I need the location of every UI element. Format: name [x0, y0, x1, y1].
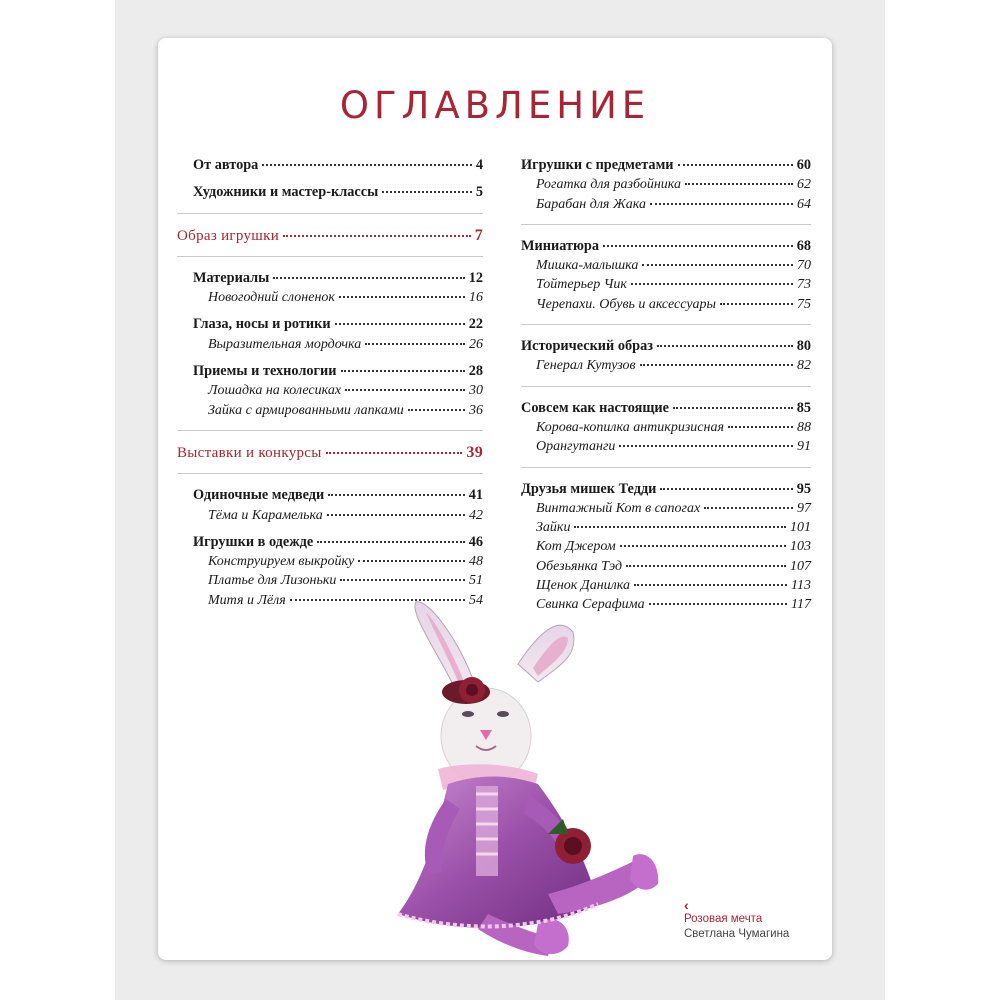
- dot-leader: [339, 296, 465, 298]
- dot-leader: [619, 445, 793, 447]
- toc-page-number: 101: [790, 520, 811, 536]
- spacer: [177, 175, 483, 183]
- toc-subsection[interactable]: [521, 557, 811, 576]
- toc-page-number: 107: [790, 558, 811, 574]
- toc-entry-title: Черепахи. Обувь и аксессуары: [536, 296, 717, 312]
- toc-chapter[interactable]: [177, 183, 483, 202]
- toc-chapter[interactable]: [177, 486, 483, 505]
- toc-page-number: 95: [796, 480, 811, 497]
- dot-leader: [382, 191, 472, 193]
- toc-entry-title: Миниатюра: [521, 237, 600, 254]
- dot-leader: [634, 584, 787, 586]
- toc-entry-title: Друзья мишек Тедди: [521, 480, 657, 497]
- toc-subsection[interactable]: [177, 401, 483, 420]
- toc-page-number: 12: [468, 269, 483, 286]
- toc-entry-title: Винтажный Кот в сапогах: [536, 500, 701, 516]
- dot-leader: [640, 364, 793, 366]
- dot-leader: [262, 164, 472, 166]
- toc-page-number: 68: [796, 237, 811, 254]
- dot-leader: [650, 203, 793, 205]
- toc-entry-title: Приемы и технологии: [193, 363, 337, 380]
- book-page: [158, 38, 832, 960]
- toc-subsection[interactable]: [177, 335, 483, 354]
- toc-chapter[interactable]: [177, 533, 483, 552]
- toc-entry-title: Зайки: [536, 520, 571, 536]
- toc-part-heading[interactable]: [177, 443, 483, 463]
- toc-entry-title: Платье для Лизоньки: [208, 573, 337, 589]
- dot-leader: [660, 488, 792, 490]
- toc-entry-title: Совсем как настоящие: [521, 399, 670, 416]
- toc-subsection[interactable]: [177, 571, 483, 590]
- toc-subsection[interactable]: [521, 537, 811, 556]
- dot-leader: [327, 514, 465, 516]
- section-divider: [521, 386, 811, 387]
- section-divider: [521, 467, 811, 468]
- toc-entry-title: Лошадка на колесиках: [208, 383, 342, 399]
- spacer: [177, 354, 483, 362]
- section-divider: [177, 256, 483, 257]
- toc-subsection[interactable]: [521, 499, 811, 518]
- toc-subsection[interactable]: [177, 552, 483, 571]
- toc-page-number: 60: [796, 157, 811, 173]
- toc-subsection[interactable]: [521, 175, 811, 194]
- toc-part-heading[interactable]: [177, 226, 483, 246]
- toc-subsection[interactable]: [521, 576, 811, 595]
- dot-leader: [365, 343, 465, 345]
- section-divider: [177, 430, 483, 431]
- toc-page-number: 88: [797, 419, 811, 435]
- toc-chapter[interactable]: [177, 315, 483, 334]
- toc-chapter[interactable]: [521, 399, 811, 418]
- dot-leader: [328, 494, 464, 496]
- toc-entry-title: Художники и мастер-классы: [193, 184, 379, 201]
- toc-entry-title: Зайка с армированными лапками: [208, 402, 404, 418]
- toc-page-number: 103: [790, 539, 811, 555]
- dot-leader: [728, 426, 793, 428]
- toc-subsection[interactable]: [521, 518, 811, 537]
- toc-entry-title: Барабан для Жака: [536, 196, 646, 212]
- toc-subsection[interactable]: [521, 356, 811, 375]
- dot-leader: [317, 541, 465, 543]
- toc-page-number: 82: [797, 358, 811, 374]
- section-divider: [521, 224, 811, 225]
- toc-page-number: 85: [796, 399, 811, 416]
- bunny-doll-illustration: [368, 594, 678, 958]
- toc-entry-title: Выразительная мордочка: [208, 336, 362, 352]
- dot-leader: [720, 303, 793, 305]
- toc-entry-title: Орангутанги: [536, 439, 616, 455]
- toc-entry-title: Щенок Данилка: [536, 578, 630, 594]
- toc-entry-title: Мишка-малышка: [536, 258, 639, 274]
- toc-chapter[interactable]: [521, 237, 811, 256]
- toc-entry-title: Корова-копилка антикризисная: [536, 419, 724, 435]
- toc-entry-title: Одиночные медведи: [193, 487, 325, 504]
- toc-page-number: 73: [797, 277, 811, 293]
- dot-leader: [631, 283, 793, 285]
- dot-leader: [283, 235, 471, 237]
- toc-entry-title: Митя и Лёля: [208, 592, 286, 608]
- toc-page-number: 97: [797, 500, 811, 516]
- dot-leader: [603, 245, 793, 247]
- toc-page-number: 16: [469, 290, 483, 306]
- toc-page-number: 41: [468, 487, 483, 504]
- toc-entry-title: Свинка Серафима: [536, 597, 645, 613]
- dot-leader: [326, 452, 463, 454]
- toc-page-number: 54: [469, 592, 483, 608]
- toc-page-number: 4: [475, 157, 483, 173]
- dot-leader: [273, 277, 464, 279]
- toc-entry-title: Глаза, носы и ротики: [193, 316, 331, 333]
- chevron-left-icon: ‹: [684, 897, 689, 913]
- dot-leader: [685, 183, 793, 185]
- toc-subsection[interactable]: [177, 381, 483, 400]
- toc-entry-title: Игрушки с предметами: [521, 157, 674, 173]
- toc-page-number: 51: [469, 573, 483, 589]
- toc-chapter[interactable]: [521, 156, 811, 175]
- dot-leader: [642, 264, 793, 266]
- toc-page-number: 70: [797, 258, 811, 274]
- toc-page-number: 39: [466, 443, 483, 461]
- toc-entry-title: Новогодний слоненок: [208, 290, 335, 306]
- spacer: [177, 307, 483, 315]
- dot-leader: [358, 560, 465, 562]
- toc-page-number: 48: [469, 554, 483, 570]
- toc-entry-title: Конструируем выкройку: [208, 554, 355, 570]
- toc-page-number: 5: [475, 184, 483, 201]
- toc-entry-title: Тёма и Карамелька: [208, 507, 323, 523]
- toc-subsection[interactable]: [521, 437, 811, 456]
- toc-left-column: [177, 156, 483, 610]
- page-title: ОГЛАВЛЕНИЕ: [339, 84, 651, 127]
- toc-entry-title: Игрушки в одежде: [193, 533, 314, 550]
- toc-right-column: [521, 156, 811, 615]
- dot-leader: [704, 507, 793, 509]
- caption-author: Светлана Чумагина: [684, 928, 790, 940]
- dot-leader: [335, 323, 465, 325]
- dot-leader: [657, 345, 793, 347]
- toc-page-number: 75: [797, 296, 811, 312]
- toc-subsection[interactable]: [177, 288, 483, 307]
- toc-page-number: 113: [791, 578, 811, 594]
- dot-leader: [408, 409, 465, 411]
- dot-leader: [345, 389, 465, 391]
- toc-entry-title: Тойтерьер Чик: [536, 277, 627, 293]
- toc-chapter[interactable]: [177, 156, 483, 175]
- dot-leader: [341, 370, 465, 372]
- toc-subsection[interactable]: [521, 418, 811, 437]
- illustration-caption: [684, 898, 789, 942]
- toc-page-number: 62: [797, 177, 811, 193]
- toc-page-number: 117: [791, 597, 811, 613]
- toc-page-number: 46: [468, 533, 483, 550]
- toc-page-number: 36: [469, 402, 483, 418]
- toc-page-number: 91: [797, 439, 811, 455]
- toc-page-number: 64: [797, 196, 811, 212]
- toc-entry-title: Рогатка для разбойника: [536, 177, 681, 193]
- dot-leader: [626, 565, 786, 567]
- dot-leader: [678, 164, 793, 166]
- section-divider: [521, 324, 811, 325]
- spacer: [177, 525, 483, 533]
- dot-leader: [340, 579, 465, 581]
- section-divider: [177, 473, 483, 474]
- toc-page-number: 26: [469, 336, 483, 352]
- toc-chapter[interactable]: [177, 362, 483, 381]
- toc-entry-title: Материалы: [193, 269, 270, 286]
- toc-entry-title: Исторический образ: [521, 338, 653, 355]
- toc-subsection[interactable]: [521, 195, 811, 214]
- dot-leader: [574, 526, 786, 528]
- toc-entry-title: Кот Джером: [536, 539, 616, 555]
- toc-page-number: 22: [468, 316, 483, 333]
- toc-entry-title: Обезьянка Тэд: [536, 558, 623, 574]
- toc-entry-title: Выставки и конкурсы: [177, 444, 322, 461]
- caption-title: Розовая мечта: [684, 913, 763, 925]
- toc-subsection[interactable]: [177, 506, 483, 525]
- toc-chapter[interactable]: [521, 480, 811, 499]
- toc-page-number: 80: [796, 338, 811, 355]
- toc-entry-title: От автора: [193, 157, 259, 173]
- toc-subsection[interactable]: [521, 295, 811, 314]
- dot-leader: [620, 545, 786, 547]
- toc-subsection[interactable]: [521, 256, 811, 275]
- dot-leader: [673, 407, 793, 409]
- toc-page-number: 7: [474, 226, 483, 244]
- toc-page-number: 30: [469, 383, 483, 399]
- toc-subsection[interactable]: [521, 275, 811, 294]
- toc-entry-title: Образ игрушки: [177, 227, 280, 244]
- toc-page-number: 42: [469, 507, 483, 523]
- toc-chapter[interactable]: [177, 269, 483, 288]
- toc-page-number: 28: [468, 363, 483, 380]
- section-divider: [177, 213, 483, 214]
- toc-chapter[interactable]: [521, 337, 811, 356]
- toc-entry-title: Генерал Кутузов: [536, 358, 636, 374]
